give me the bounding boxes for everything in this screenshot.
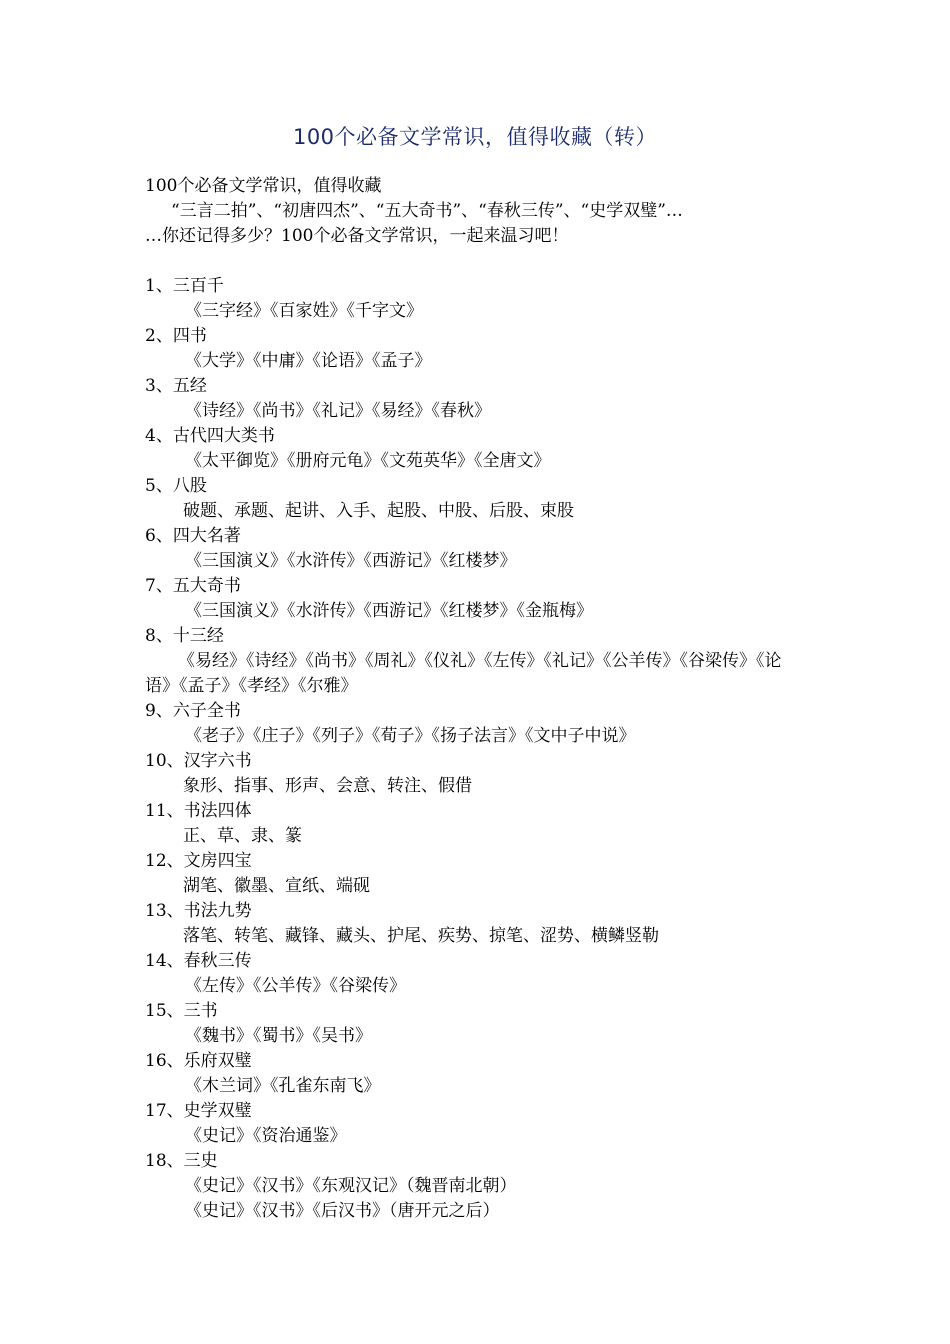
item-content: 《史记》《汉书》《后汉书》（唐开元之后） (185, 1201, 500, 1221)
document-body (145, 174, 810, 1224)
item-content: 《易经》《诗经》《尚书》《周礼》《仪礼》《左传》《礼记》《公羊传》《谷梁传》《论 (178, 651, 782, 671)
item-heading: 12、文房四宝 (145, 851, 252, 871)
item-heading: 15、三书 (145, 1001, 218, 1021)
item-heading: 7、五大奇书 (145, 576, 241, 596)
item-heading: 10、汉字六书 (145, 751, 252, 771)
item-content: 《三国演义》《水浒传》《西游记》《红楼梦》《金瓶梅》 (185, 601, 593, 621)
item-heading: 9、六子全书 (145, 701, 241, 721)
paragraph-gap (145, 249, 810, 274)
intro-line: …你还记得多少？100个必备文学常识，一起来温习吧！ (145, 226, 569, 246)
item-content: 《大学》《中庸》《论语》《孟子》 (185, 351, 432, 371)
item-heading: 14、春秋三传 (145, 951, 252, 971)
item-heading: 11、书法四体 (145, 801, 252, 821)
item-heading: 2、四书 (145, 326, 207, 346)
intro-line: “三言二拍”、“初唐四杰”、“五大奇书”、“春秋三传”、“史学双璧”… (171, 201, 683, 221)
item-content: 《史记》《资治通鉴》 (185, 1126, 347, 1146)
item-content: 《老子》《庄子》《列子》《荀子》《扬子法言》《文中子中说》 (185, 726, 636, 746)
item-heading: 17、史学双璧 (145, 1101, 252, 1121)
item-content: 落笔、转笔、藏锋、藏头、护尾、疾势、掠笔、涩势、横鳞竖勒 (183, 926, 659, 946)
item-content: 《魏书》《蜀书》《吴书》 (185, 1026, 372, 1046)
item-heading: 13、书法九势 (145, 901, 252, 921)
item-heading: 16、乐府双璧 (145, 1051, 252, 1071)
item-content: 《诗经》《尚书》《礼记》《易经》《春秋》 (185, 401, 491, 421)
item-content: 《史记》《汉书》《东观汉记》（魏晋南北朝） (185, 1176, 517, 1196)
item-content: 语》《孟子》《孝经》《尔雅》 (145, 676, 358, 696)
item-content: 正、草、隶、篆 (183, 826, 302, 846)
item-heading: 4、古代四大类书 (145, 426, 275, 446)
item-heading: 18、三史 (145, 1151, 218, 1171)
intro-line: 100个必备文学常识，值得收藏 (145, 176, 382, 196)
document-title: 100个必备文学常识，值得收藏（转） (292, 125, 658, 149)
item-content: 《太平御览》《册府元龟》《文苑英华》《全唐文》 (185, 451, 551, 471)
item-content: 《木兰词》《孔雀东南飞》 (185, 1076, 381, 1096)
item-heading: 1、三百千 (145, 276, 224, 296)
item-heading: 6、四大名著 (145, 526, 241, 546)
item-heading: 3、五经 (145, 376, 207, 396)
item-heading: 8、十三经 (145, 626, 224, 646)
item-content: 《三国演义》《水浒传》《西游记》《红楼梦》 (185, 551, 517, 571)
item-content: 《三字经》《百家姓》《千字文》 (185, 301, 423, 321)
item-content: 《左传》《公羊传》《谷梁传》 (185, 976, 406, 996)
item-heading: 5、八股 (145, 476, 207, 496)
item-content: 湖笔、徽墨、宣纸、端砚 (183, 876, 370, 896)
item-content: 破题、承题、起讲、入手、起股、中股、后股、束股 (183, 501, 574, 521)
item-content: 象形、指事、形声、会意、转注、假借 (183, 776, 472, 796)
